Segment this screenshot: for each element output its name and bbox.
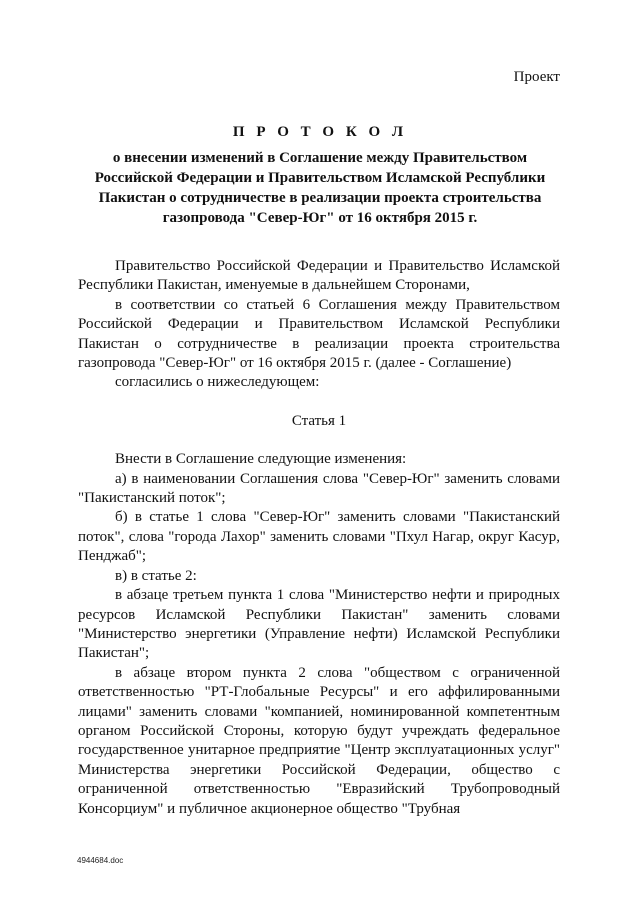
article-paragraph: в абзаце втором пункта 2 слова "обществом с ограниченной ответственностью "РТ-Глобальные Ресурсы" и его аффилированными лицами" заменить словами "компанией, номинированной компетентным органом Российской Стороны, которую будут учреждать федеральное государственное унитарное предприятие "Центр эксплуатационных услуг" Министерства энергетики Российской Федерации, общество с ограниченной ответственностью "Евразийский Трубопроводный Консорциум" и публичное акционерное общество "Трубная xyxy=(78,664,560,817)
draft-label: Проект xyxy=(513,69,560,85)
article-heading: Статья 1 xyxy=(291,412,347,429)
preamble-paragraph: в соответствии со статьей 6 Соглашения между Правительством Российской Федерации и Правительством Исламской Республики Пакистан о сотрудничестве в реализации проекта строительства газопровода "Север-Юг" от 16 октября 2015 г. (далее - Соглашение) xyxy=(78,296,560,372)
subtitle-line: Пакистан о сотрудничестве в реализации проекта строительства xyxy=(98,190,542,206)
preamble-paragraph: согласились о нижеследующем: xyxy=(115,374,320,391)
document-title: П Р О Т О К О Л xyxy=(232,124,408,140)
article-paragraph: в абзаце третьем пункта 1 слова "Министерство нефти и природных ресурсов Исламской Республики Пакистан" заменить словами "Министерство энергетики (Управление нефти) Исламской Республики Пакистан"; xyxy=(78,587,560,662)
document-subtitle xyxy=(90,148,550,228)
document-body xyxy=(78,257,560,819)
subtitle-line: газопровода "Север-Юг" от 16 октября 2015 г. xyxy=(162,210,478,226)
article-paragraph: в) в статье 2: xyxy=(115,567,197,584)
article-paragraph: а) в наименовании Соглашения слова "Север-Юг" заменить словами "Пакистанский поток"; xyxy=(78,470,560,507)
article-paragraph: б) в статье 1 слова "Север-Юг" заменить словами "Пакистанский поток", слова "города Лахор" заменить словами "Пхул Нагар, округ Касур, Пенджаб"; xyxy=(78,509,560,565)
subtitle-line: Российской Федерации и Правительством Исламской Республики xyxy=(94,170,546,186)
file-code: 4944684.doc xyxy=(77,856,124,865)
subtitle-line: о внесении изменений в Соглашение между Правительством xyxy=(112,150,528,166)
preamble-paragraph: Правительство Российской Федерации и Правительство Исламской Республики Пакистан, именуемые в дальнейшем Сторонами, xyxy=(78,258,560,294)
article-paragraph: Внести в Соглашение следующие изменения: xyxy=(115,451,407,468)
